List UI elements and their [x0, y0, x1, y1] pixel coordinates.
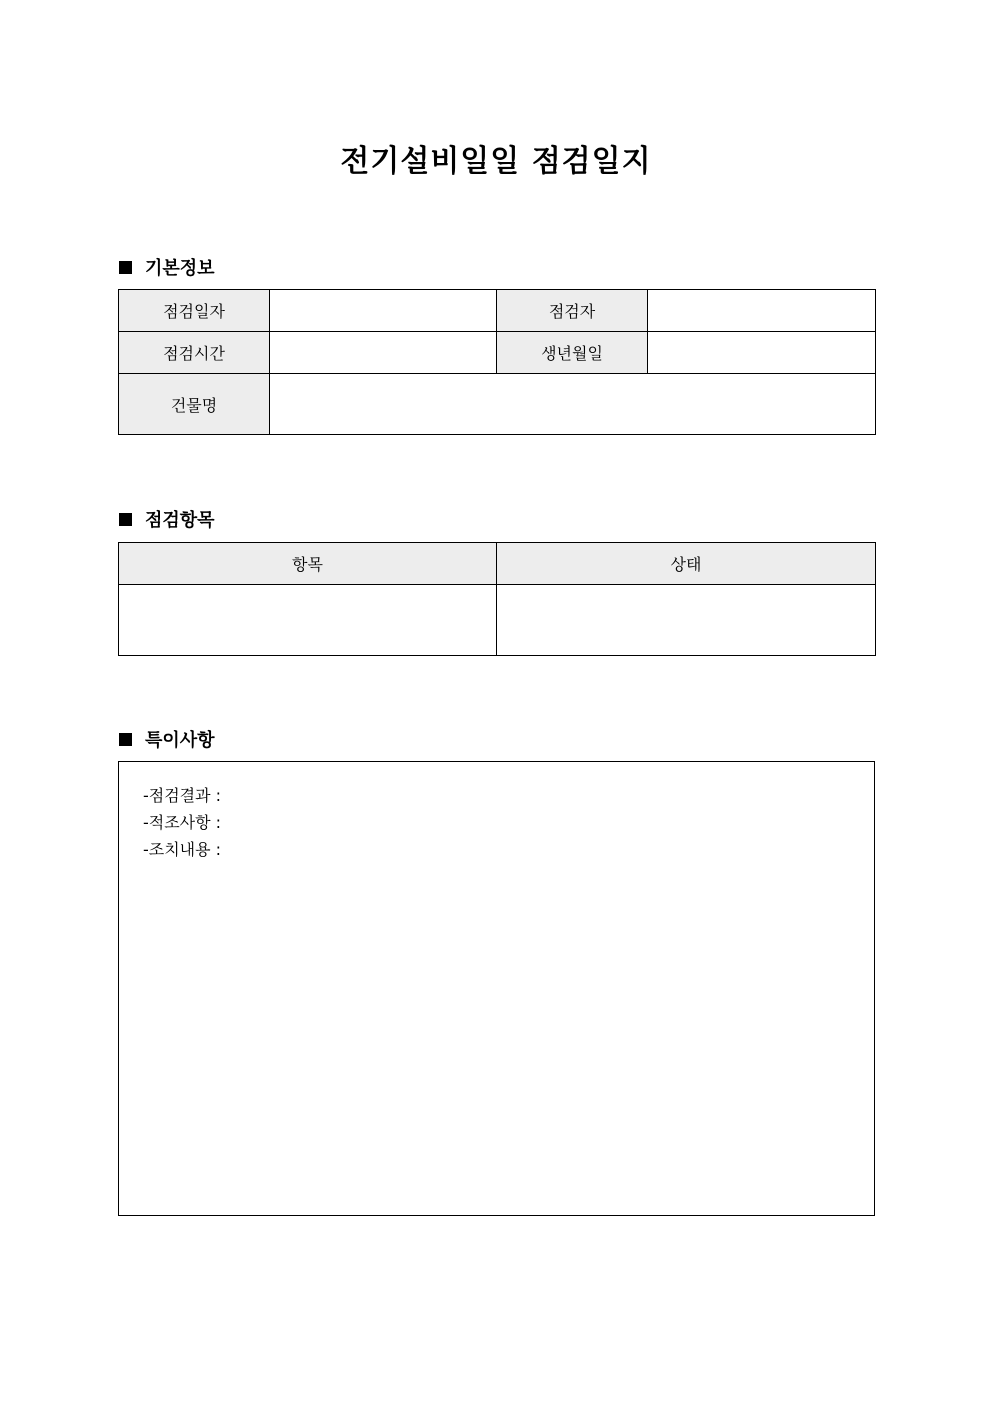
inspector-field[interactable] [648, 290, 876, 332]
page-title: 전기설비일일 점검일지 [340, 144, 652, 179]
birth-date-field[interactable] [648, 332, 876, 374]
square-bullet-icon [119, 733, 132, 746]
inspection-date-label: 점검일자 [119, 290, 270, 332]
note-line-result: -점검결과 : [143, 786, 222, 805]
inspector-label: 점검자 [497, 290, 648, 332]
note-line-actions: -조치내용 : [143, 840, 222, 859]
column-header-status: 상태 [497, 543, 876, 585]
notes-textarea[interactable] [118, 761, 875, 1216]
inspection-time-label: 점검시간 [119, 332, 270, 374]
status-cell[interactable] [497, 585, 876, 656]
inspection-time-field[interactable] [270, 332, 497, 374]
item-cell[interactable] [119, 585, 497, 656]
birth-date-label: 생년월일 [497, 332, 648, 374]
section-check-items-label: 점검항목 [145, 510, 215, 531]
building-name-field[interactable] [270, 374, 876, 435]
square-bullet-icon [119, 513, 132, 526]
column-header-item: 항목 [119, 543, 497, 585]
section-notes-title [119, 726, 215, 752]
square-bullet-icon [119, 261, 132, 274]
section-notes-label: 특이사항 [145, 730, 215, 751]
check-items-table [118, 542, 876, 656]
section-basic-info-title [119, 254, 215, 280]
basic-info-table [118, 289, 876, 435]
table-row [119, 585, 876, 656]
inspection-date-field[interactable] [270, 290, 497, 332]
note-line-findings: -적조사항 : [143, 813, 222, 832]
building-name-label: 건물명 [119, 374, 270, 435]
section-basic-info-label: 기본정보 [145, 258, 215, 279]
section-check-items-title [119, 506, 215, 532]
